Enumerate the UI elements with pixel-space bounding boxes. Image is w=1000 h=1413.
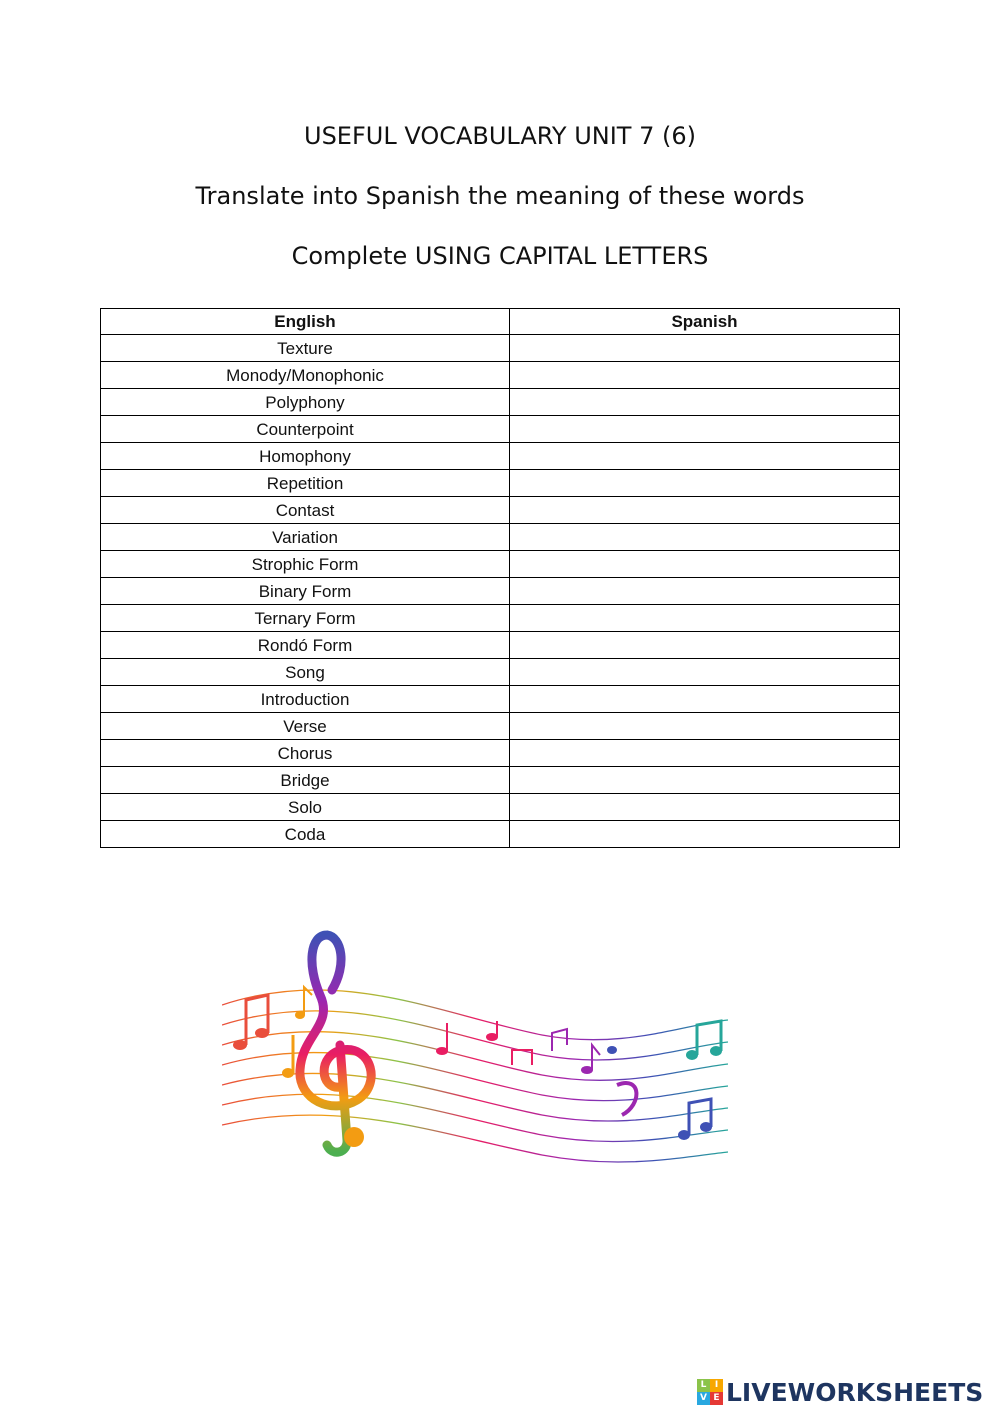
spanish-answer-input[interactable] xyxy=(510,497,903,523)
table-header-row xyxy=(101,309,900,335)
table-row xyxy=(101,578,900,605)
spanish-answer-input[interactable] xyxy=(510,362,903,388)
spanish-answer-cell xyxy=(510,416,900,443)
spanish-answer-cell xyxy=(510,335,900,362)
spanish-answer-cell xyxy=(510,632,900,659)
english-word-cell: Strophic Form xyxy=(101,551,510,578)
page-title: USEFUL VOCABULARY UNIT 7 (6) xyxy=(304,122,696,150)
table-row xyxy=(101,470,900,497)
treble-clef-music-notes-icon xyxy=(222,925,728,1175)
spanish-answer-input[interactable] xyxy=(510,659,903,685)
spanish-answer-input[interactable] xyxy=(510,470,903,496)
english-word-cell: Contast xyxy=(101,497,510,524)
spanish-answer-cell xyxy=(510,767,900,794)
english-word-cell: Binary Form xyxy=(101,578,510,605)
spanish-answer-input[interactable] xyxy=(510,794,903,820)
english-word-cell: Coda xyxy=(101,821,510,848)
english-word-cell: Counterpoint xyxy=(101,416,510,443)
table-row xyxy=(101,497,900,524)
vocabulary-table xyxy=(100,308,900,848)
spanish-answer-input[interactable] xyxy=(510,335,903,361)
vocabulary-rows xyxy=(101,335,900,848)
table-row xyxy=(101,713,900,740)
spanish-answer-input[interactable] xyxy=(510,389,903,415)
english-word-cell: Chorus xyxy=(101,740,510,767)
spanish-answer-input[interactable] xyxy=(510,767,903,793)
table-row xyxy=(101,551,900,578)
spanish-answer-cell xyxy=(510,497,900,524)
english-word-cell: Homophony xyxy=(101,443,510,470)
english-word-cell: Monody/Monophonic xyxy=(101,362,510,389)
spanish-answer-input[interactable] xyxy=(510,416,903,442)
english-word-cell: Introduction xyxy=(101,686,510,713)
instruction-text: Translate into Spanish the meaning of these words xyxy=(195,182,805,210)
english-word-cell: Song xyxy=(101,659,510,686)
spanish-answer-cell xyxy=(510,713,900,740)
spanish-answer-cell xyxy=(510,605,900,632)
spanish-answer-cell xyxy=(510,794,900,821)
spanish-answer-input[interactable] xyxy=(510,551,903,577)
english-word-cell: Repetition xyxy=(101,470,510,497)
table-row xyxy=(101,362,900,389)
spanish-answer-input[interactable] xyxy=(510,821,903,847)
table-row xyxy=(101,632,900,659)
spanish-answer-input[interactable] xyxy=(510,605,903,631)
spanish-answer-cell xyxy=(510,740,900,767)
liveworksheets-brand xyxy=(697,1375,983,1409)
column-header-spanish: Spanish xyxy=(510,309,900,335)
english-word-cell: Texture xyxy=(101,335,510,362)
english-word-cell: Bridge xyxy=(101,767,510,794)
column-header-english: English xyxy=(101,309,510,335)
table-row xyxy=(101,389,900,416)
english-word-cell: Polyphony xyxy=(101,389,510,416)
spanish-answer-input[interactable] xyxy=(510,740,903,766)
spanish-answer-cell xyxy=(510,389,900,416)
spanish-answer-cell xyxy=(510,551,900,578)
spanish-answer-cell xyxy=(510,362,900,389)
spanish-answer-input[interactable] xyxy=(510,713,903,739)
table-row xyxy=(101,659,900,686)
english-word-cell: Solo xyxy=(101,794,510,821)
spanish-answer-input[interactable] xyxy=(510,686,903,712)
english-word-cell: Verse xyxy=(101,713,510,740)
liveworksheets-logo-icon: L I V E xyxy=(697,1379,723,1405)
english-word-cell: Ternary Form xyxy=(101,605,510,632)
english-word-cell: Rondó Form xyxy=(101,632,510,659)
english-word-cell: Variation xyxy=(101,524,510,551)
spanish-answer-cell xyxy=(510,686,900,713)
table-row xyxy=(101,605,900,632)
spanish-answer-input[interactable] xyxy=(510,443,903,469)
instruction-capitals-text: Complete USING CAPITAL LETTERS xyxy=(291,242,709,270)
spanish-answer-input[interactable] xyxy=(510,578,903,604)
spanish-answer-input[interactable] xyxy=(510,632,903,658)
spanish-answer-cell xyxy=(510,524,900,551)
table-row xyxy=(101,821,900,848)
table-row xyxy=(101,443,900,470)
spanish-answer-cell xyxy=(510,443,900,470)
table-row xyxy=(101,794,900,821)
table-row xyxy=(101,767,900,794)
table-row xyxy=(101,335,900,362)
table-row xyxy=(101,524,900,551)
spanish-answer-cell xyxy=(510,470,900,497)
spanish-answer-cell xyxy=(510,659,900,686)
table-row xyxy=(101,686,900,713)
spanish-answer-cell xyxy=(510,821,900,848)
spanish-answer-cell xyxy=(510,578,900,605)
table-row xyxy=(101,416,900,443)
brand-name: LIVEWORKSHEETS xyxy=(726,1377,984,1407)
table-row xyxy=(101,740,900,767)
spanish-answer-input[interactable] xyxy=(510,524,903,550)
